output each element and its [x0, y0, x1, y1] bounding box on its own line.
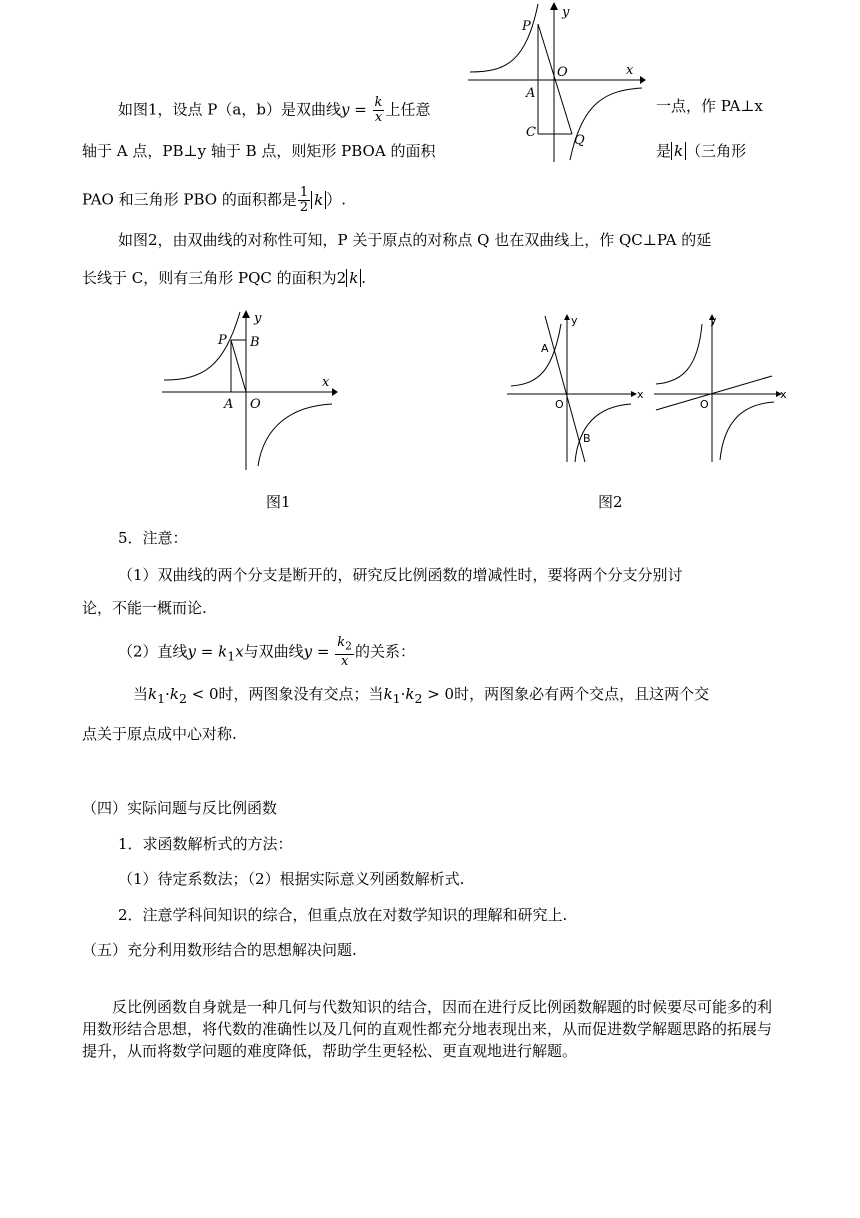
- x-arrow: [332, 388, 338, 396]
- x-arrow: [640, 76, 646, 84]
- label-a: A: [526, 86, 536, 101]
- label-x: x: [637, 388, 644, 401]
- hyperbola-branch-upper-left: [656, 324, 702, 384]
- figure-2-left: [505, 312, 645, 464]
- section4-item1: 1．求函数解析式的方法：: [118, 835, 293, 853]
- label-o: O: [557, 65, 568, 80]
- intro-line-1: 如图1，设点 P（a，b）是双曲线y = $\frac{k}{x}$ 上任意: [118, 95, 431, 125]
- fraction-half: $\frac{1}{2}$: [299, 185, 309, 215]
- intro-line-1-end: 一点，作 PA⊥x: [656, 97, 763, 115]
- section4-heading: （四）实际问题与反比例函数: [82, 799, 278, 817]
- segment-po: [231, 340, 246, 392]
- label-o: O: [700, 398, 709, 411]
- hyperbola-branch-left: [511, 324, 561, 386]
- caption-figure-2: 图2: [598, 493, 623, 511]
- label-y: y: [254, 311, 262, 326]
- note-item1-line2: 论，不能一概而论.: [82, 599, 207, 617]
- hyperbola-branch-left: [470, 4, 538, 72]
- label-c: C: [526, 125, 536, 140]
- y-arrow: [242, 310, 250, 318]
- intro-line-2: 轴于 A 点，PB⊥y 轴于 B 点，则矩形 PBOA 的面积: [82, 142, 436, 160]
- hyperbola-branch-left: [164, 312, 240, 380]
- note-item2: （2）直线$y = k_1x$与双曲线y = $\frac{k_2}{x}$ 的关系：: [118, 635, 416, 669]
- note-heading: 5．注意：: [118, 529, 188, 547]
- intro-line-3: PAO 和三角形 PBO 的面积都是 $\frac{1}{2}$ k ）.: [82, 185, 346, 215]
- y-arrow: [564, 314, 570, 320]
- intro-line-2-end: 是 k （三角形: [656, 142, 747, 160]
- conclusion-paragraph: 反比例函数自身就是一种几何与代数知识的结合，因而在进行反比例函数解题的时候要尽可能多的利用数形结合思想，将代数的准确性以及几何的直观性都充分地表现出来，从而促进数学解题思路的拓展与提升，从而将数学问题的难度降低，帮助学生更轻松、更直观地进行解题。: [82, 998, 773, 1060]
- hyperbola-branch-right: [570, 88, 642, 160]
- label-p: P: [218, 333, 227, 348]
- line-through-ab: [545, 316, 585, 462]
- note-item1-line1: （1）双曲线的两个分支是断开的，研究反比例函数的增减性时，要将两个分支分别讨: [118, 566, 683, 584]
- fraction-k2-over-x: $\frac{k_2}{x}$: [337, 635, 353, 669]
- caption-figure-1: 图1: [266, 493, 291, 511]
- hyperbola-branch-lower-right: [720, 402, 774, 460]
- label-o: O: [250, 397, 261, 412]
- para2-line-1: 如图2，由双曲线的对称性可知，P 关于原点的对称点 Q 也在双曲线上，作 QC⊥PA 的延: [118, 231, 712, 249]
- label-a: A: [541, 342, 549, 355]
- para2-line-2: 长线于 C，则有三角形 PQC 的面积为2 k .: [82, 269, 367, 287]
- note-condition-line1: 当$k_1\cdot k_2 < 0$时，两图象没有交点；当$k_1\cdot k_2 > 0$时，两图象必有两个交点，且这两个交: [133, 685, 710, 706]
- figure-1: [160, 308, 340, 473]
- y-arrow: [550, 2, 558, 10]
- note-condition-line2: 点关于原点成中心对称.: [82, 725, 237, 743]
- hyperbola-branch-right: [258, 404, 332, 466]
- label-p: P: [522, 19, 531, 34]
- line-through-origin: [656, 376, 772, 410]
- section4-item1-sub: （1）待定系数法；（2）根据实际意义列函数解析式.: [118, 870, 465, 888]
- section5-heading: （五）充分利用数形结合的思想解决问题.: [82, 941, 357, 959]
- label-b: B: [250, 335, 260, 350]
- label-y: y: [562, 5, 570, 20]
- label-b: B: [583, 432, 591, 445]
- label-x: x: [780, 388, 787, 401]
- label-y: y: [710, 314, 717, 327]
- figure-top: [466, 2, 646, 164]
- fraction-k-over-x: $\frac{k}{x}$: [374, 95, 383, 125]
- label-q: Q: [574, 133, 585, 148]
- label-x: x: [322, 375, 330, 390]
- label-a: A: [224, 397, 234, 412]
- figure-2-right: [652, 312, 792, 464]
- label-y: y: [571, 314, 578, 327]
- label-o: O: [555, 398, 564, 411]
- section4-item2: 2．注意学科间知识的综合，但重点放在对数学知识的理解和研究上.: [118, 906, 568, 924]
- label-x: x: [626, 63, 634, 78]
